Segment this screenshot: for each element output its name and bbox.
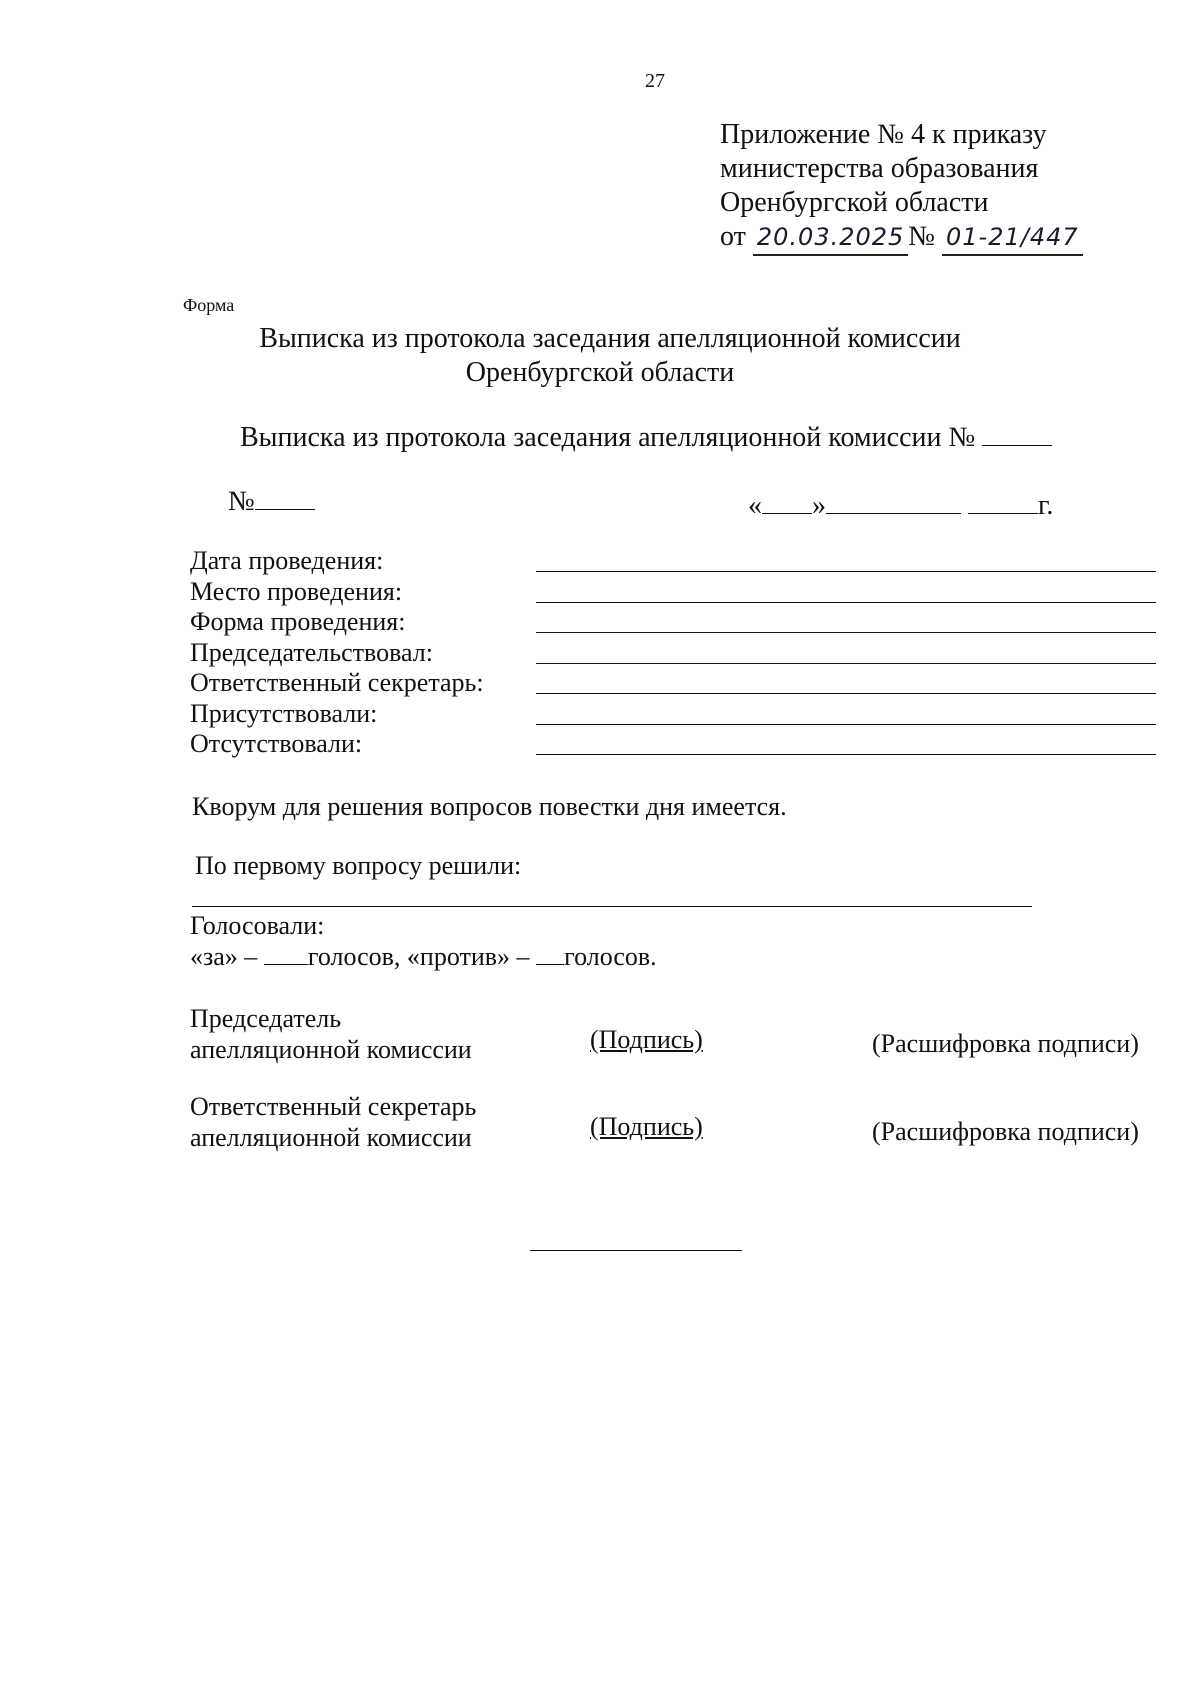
extract-heading [240, 422, 1052, 454]
votes-against-blank[interactable] [536, 963, 564, 965]
date-open-quote: « [748, 490, 762, 521]
field-label-absent: Отсутствовали: [190, 729, 363, 758]
appendix-number-sign: № [908, 221, 936, 252]
appendix-from-prefix: от [720, 221, 746, 252]
secretary-signature-decode: (Расшифровка подписи) [872, 1117, 1139, 1146]
appendix-header [720, 118, 1083, 256]
appendix-order-line [720, 220, 1083, 256]
date-year-suffix: г. [1038, 490, 1054, 521]
chair-role-line-1: Председатель [190, 1004, 342, 1033]
appendix-line-2: министерства образования [720, 153, 1039, 184]
field-line-format[interactable] [536, 603, 1156, 634]
votes-line [190, 942, 657, 972]
votes-for-blank[interactable] [264, 963, 308, 965]
handwritten-date: 20.03.2025 [753, 220, 908, 256]
votes-against-suffix: голосов. [564, 942, 657, 971]
voted-label: Голосовали: [190, 911, 325, 940]
field-label-present: Присутствовали: [190, 698, 378, 728]
date-year-blank[interactable] [968, 512, 1038, 514]
extract-number-sign: № [228, 486, 255, 517]
extract-heading-text: Выписка из протокола заседания апелляционной комиссии № [240, 422, 976, 453]
page-number: 27 [645, 70, 665, 92]
chair-signature-role [190, 1003, 472, 1065]
meeting-field-lines [536, 572, 1156, 786]
secretary-role-line-2: апелляционной комиссии [190, 1123, 472, 1152]
extract-number-field [228, 486, 315, 518]
date-close-quote: » [812, 490, 826, 521]
field-line-absent[interactable] [536, 725, 1156, 756]
extract-number-blank[interactable] [255, 508, 315, 510]
appendix-line-1: Приложение № 4 к приказу [720, 119, 1047, 150]
form-label: Форма [183, 295, 235, 315]
title-line-1: Выписка из протокола заседания апелляционной комиссии [259, 323, 961, 354]
field-label-secretary: Ответственный секретарь: [190, 668, 484, 697]
decision-line[interactable] [192, 906, 1032, 907]
field-line-chair[interactable] [536, 633, 1156, 664]
date-day-blank[interactable] [762, 512, 812, 514]
secretary-signature-field[interactable]: (Подпись) [590, 1112, 703, 1141]
chair-signature-field[interactable]: (Подпись) [590, 1025, 703, 1054]
date-month-blank[interactable] [826, 512, 961, 514]
secretary-signature-role [190, 1091, 476, 1153]
field-line-date[interactable] [536, 542, 1156, 573]
field-label-date: Дата проведения: [190, 546, 384, 575]
handwritten-order-number: 01-21/447 [942, 220, 1083, 256]
field-line-secretary[interactable] [536, 664, 1156, 695]
closing-rule [530, 1250, 742, 1251]
protocol-number-blank[interactable] [982, 444, 1052, 446]
votes-for-suffix: голосов, «против» – [307, 942, 530, 971]
votes-for-label: «за» – [190, 942, 258, 971]
appendix-line-3: Оренбургской области [720, 187, 989, 218]
field-label-place: Место проведения: [190, 576, 403, 606]
first-question-label: По первому вопросу решили: [195, 851, 522, 880]
field-label-chair: Председательствовал: [190, 637, 433, 667]
chair-signature-decode: (Расшифровка подписи) [872, 1029, 1139, 1058]
title-line-2: Оренбургской области [465, 357, 735, 388]
extract-date-field [748, 490, 1053, 522]
document-title [0, 322, 1200, 390]
field-label-format: Форма проведения: [190, 607, 406, 636]
field-line-place[interactable] [536, 572, 1156, 603]
quorum-statement: Кворум для решения вопросов повестки дня имеется. [192, 792, 787, 821]
field-line-present[interactable] [536, 694, 1156, 725]
meeting-fields [190, 546, 484, 760]
secretary-role-line-1: Ответственный секретарь [190, 1092, 477, 1121]
chair-role-line-2: апелляционной комиссии [190, 1035, 472, 1064]
